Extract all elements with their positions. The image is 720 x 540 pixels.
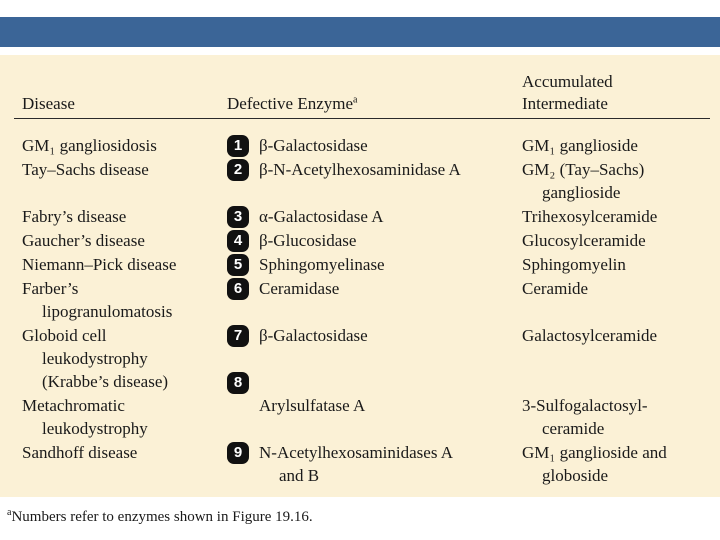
- header-disease: Disease: [22, 94, 75, 113]
- accumulated-cell: Glucosylceramide: [522, 231, 646, 250]
- table-footnote: [7, 507, 313, 527]
- disease-cell: Globoid cell: [22, 326, 107, 345]
- accumulated-cell: Galactosylceramide: [522, 326, 657, 345]
- enzyme-number-badge: 7: [227, 325, 249, 347]
- enzyme-cell: β-Galactosidase: [259, 326, 368, 345]
- enzyme-cell: N-Acetylhexosaminidases A: [259, 443, 454, 462]
- title-bar: [0, 17, 720, 47]
- enzyme-number-badge: 1: [227, 135, 249, 157]
- enzyme-cell: Ceramidase: [259, 279, 340, 298]
- disease-cell: Tay–Sachs disease: [22, 160, 149, 179]
- footnote-marker: a: [7, 507, 12, 518]
- accumulated-cell: Trihexosylceramide: [522, 207, 658, 226]
- header-enzyme-footnote-marker: a: [353, 94, 358, 106]
- enzyme-cell: β-N-Acetylhexosaminidase A: [259, 160, 461, 179]
- enzyme-cell: Arylsulfatase A: [259, 396, 366, 415]
- accumulated-cell-continued: ganglioside: [542, 183, 621, 202]
- disease-cell-continued: leukodystrophy: [42, 419, 148, 438]
- disease-cell: Metachromatic: [22, 396, 125, 415]
- disease-cell: Sandhoff disease: [22, 443, 138, 462]
- enzyme-number-badge: 6: [227, 278, 249, 300]
- enzyme-cell: Sphingomyelinase: [259, 255, 385, 274]
- accumulated-cell: GM₁ ganglioside and: [522, 443, 667, 462]
- enzyme-number-badge: 2: [227, 159, 249, 181]
- enzyme-table: [0, 55, 720, 497]
- enzyme-number-badge: 8: [227, 372, 249, 394]
- disease-cell: GM₁ gangliosidosis: [22, 136, 157, 155]
- header-accumulated-line1: Accumulated: [522, 72, 613, 91]
- enzyme-number-badge: 3: [227, 206, 249, 228]
- header-accumulated-line2: Intermediate: [522, 94, 608, 113]
- accumulated-cell: GM₂ (Tay–Sachs): [522, 160, 645, 179]
- enzyme-cell: β-Glucosidase: [259, 231, 357, 250]
- enzyme-cell: α-Galactosidase A: [259, 207, 384, 226]
- header-enzyme-label: Defective Enzyme: [227, 94, 354, 113]
- accumulated-cell: 3-Sulfogalactosyl-: [522, 396, 648, 415]
- enzyme-number-badge: 5: [227, 254, 249, 276]
- footnote-text: Numbers refer to enzymes shown in Figure 19.16.: [11, 509, 313, 525]
- header-rule: [14, 118, 710, 119]
- disease-cell: Gaucher’s disease: [22, 231, 145, 250]
- disease-cell: Niemann–Pick disease: [22, 255, 177, 274]
- header-enzyme: [227, 93, 357, 114]
- enzyme-number-badge: 4: [227, 230, 249, 252]
- enzyme-number-badge: 9: [227, 442, 249, 464]
- enzyme-cell-continued: and B: [279, 466, 320, 485]
- accumulated-cell: GM₁ ganglioside: [522, 136, 638, 155]
- accumulated-cell-continued: ceramide: [542, 419, 605, 438]
- disease-cell: Fabry’s disease: [22, 207, 127, 226]
- enzyme-cell: β-Galactosidase: [259, 136, 368, 155]
- accumulated-cell-continued: globoside: [542, 466, 609, 485]
- accumulated-cell: Sphingomyelin: [522, 255, 626, 274]
- disease-cell-continued: (Krabbe’s disease): [42, 372, 169, 391]
- disease-cell: Farber’s: [22, 279, 79, 298]
- disease-cell-continued: lipogranulomatosis: [42, 302, 173, 321]
- accumulated-cell: Ceramide: [522, 279, 589, 298]
- disease-cell-continued: leukodystrophy: [42, 349, 148, 368]
